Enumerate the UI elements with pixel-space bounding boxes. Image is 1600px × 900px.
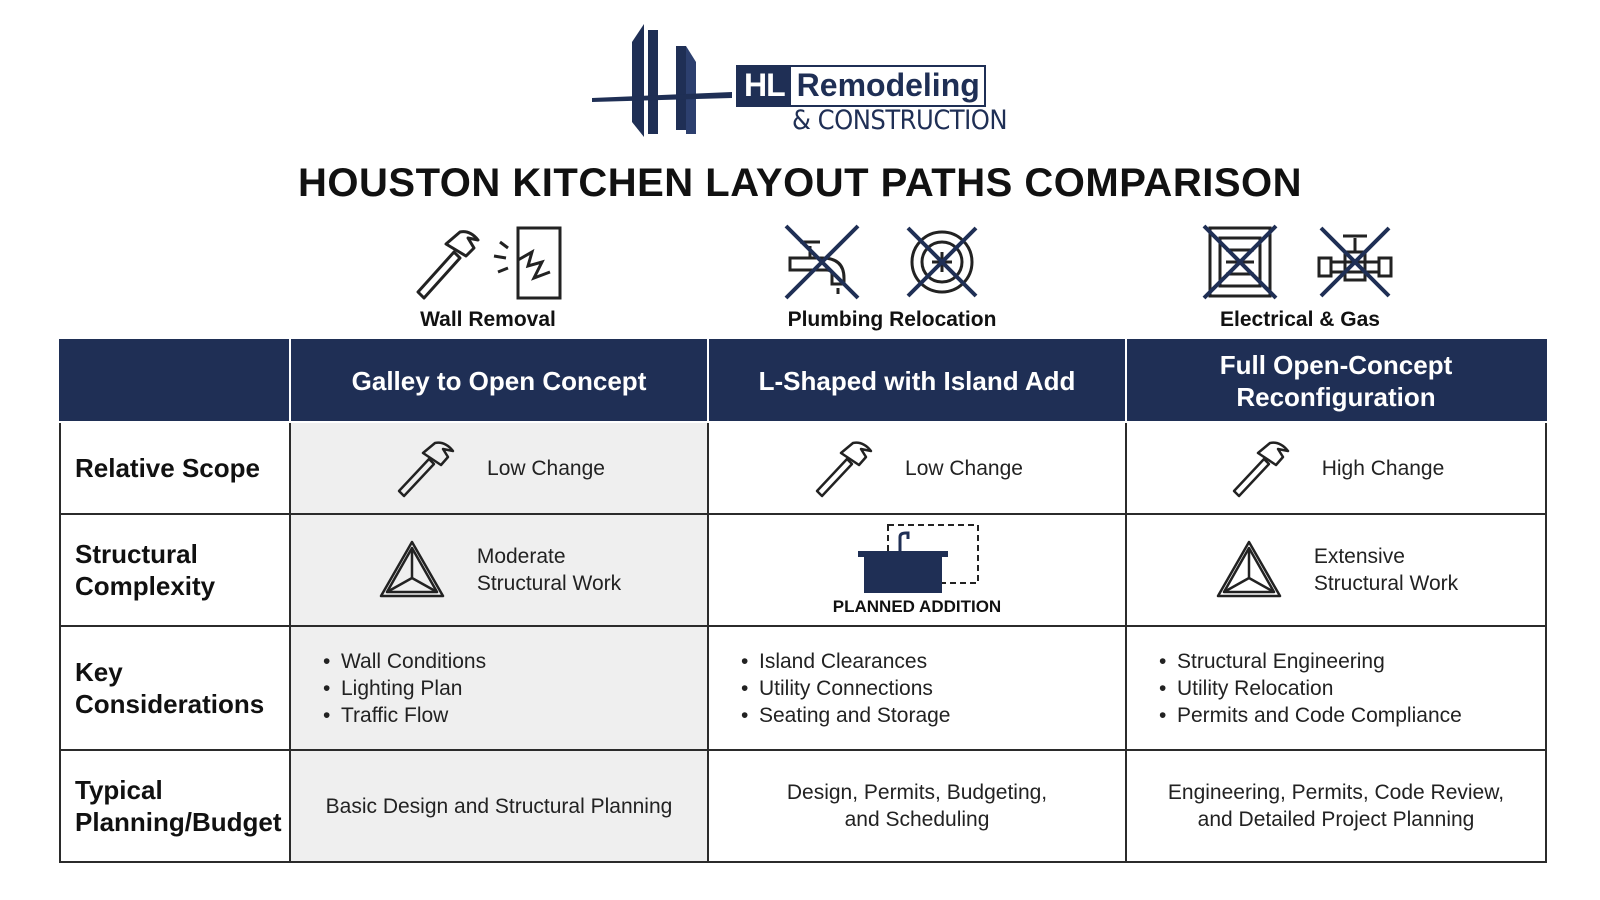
header-l-shaped: L-Shaped with Island Add [708, 340, 1126, 422]
row-label-line: Typical [75, 775, 163, 805]
structural-value: Structural Work [476, 572, 622, 595]
header-full-open-label: Full Open-Concept Reconfiguration [1219, 350, 1453, 412]
table-header-row [60, 340, 1546, 422]
hammer-icon [1228, 437, 1298, 499]
structural-cell-galley [290, 514, 708, 626]
structural-cell-l-shaped [708, 514, 1126, 626]
budget-cell-l-shaped [708, 750, 1126, 862]
budget-value: Basic Design and Structural Planning [325, 794, 673, 818]
row-label-line: Key [75, 657, 123, 687]
faucet-crossed-icon [782, 222, 862, 302]
list-item: • Traffic Flow [341, 702, 707, 729]
plumbing-relocation-group [742, 222, 1042, 332]
budget-cell-galley [290, 750, 708, 862]
logo-subtitle: & CONSTRUCTION [792, 105, 1008, 136]
row-label-scope: Relative Scope [60, 422, 290, 514]
row-label-considerations [60, 626, 290, 750]
hammer-icon [408, 222, 488, 302]
header-galley: Galley to Open Concept [290, 340, 708, 422]
list-item: • Permits and Code Compliance [1177, 702, 1545, 729]
scope-value: High Change [1321, 456, 1445, 480]
drain-crossed-icon [902, 222, 982, 302]
row-label-budget [60, 750, 290, 862]
electrical-panel-crossed-icon [1200, 222, 1280, 302]
budget-value: and Scheduling [844, 808, 990, 831]
pyramid-icon [1214, 538, 1284, 602]
list-item: • Utility Relocation [1177, 675, 1545, 702]
table-row [60, 422, 1546, 514]
table-row [60, 750, 1546, 862]
considerations-cell-full-open [1126, 626, 1546, 750]
comparison-table [59, 339, 1547, 863]
list-item: • Wall Conditions [341, 648, 707, 675]
list-item: • Seating and Storage [759, 702, 1125, 729]
list-item: • Lighting Plan [341, 675, 707, 702]
structural-value: Structural Work [1313, 572, 1459, 595]
logo-wordmark [736, 65, 986, 107]
list-item: • Island Clearances [759, 648, 1125, 675]
wall-removal-label: Wall Removal [420, 308, 556, 331]
island-sink-icon [852, 523, 982, 593]
budget-cell-full-open [1126, 750, 1546, 862]
electrical-gas-group [1150, 222, 1450, 332]
row-label-line: Complexity [75, 571, 216, 601]
page-title: HOUSTON KITCHEN LAYOUT PATHS COMPARISON [298, 161, 1302, 205]
header-full-open [1126, 340, 1546, 422]
plumbing-relocation-label: Plumbing Relocation [787, 308, 997, 331]
budget-value: Design, Permits, Budgeting, [786, 781, 1048, 804]
planned-addition-caption: PLANNED ADDITION [832, 597, 1002, 616]
row-label-line: Considerations [75, 689, 265, 719]
row-label-structural [60, 514, 290, 626]
hammer-icon [393, 437, 463, 499]
structural-value: Extensive [1313, 545, 1405, 568]
electrical-gas-label: Electrical & Gas [1220, 308, 1380, 331]
scope-value: Low Change [905, 456, 1023, 480]
table-row [60, 514, 1546, 626]
logo-hl: HL [738, 67, 791, 105]
row-label-line: Planning/Budget [75, 807, 282, 837]
scope-cell-full-open [1126, 422, 1546, 514]
scope-value: Low Change [487, 456, 605, 480]
considerations-cell-galley [290, 626, 708, 750]
header-corner [60, 340, 290, 422]
scope-cell-galley [290, 422, 708, 514]
broken-wall-icon [488, 222, 568, 302]
table-row [60, 626, 1546, 750]
logo-remodeling: Remodeling [796, 67, 980, 103]
gas-valve-crossed-icon [1315, 222, 1395, 302]
list-item: • Structural Engineering [1177, 648, 1545, 675]
wall-removal-group [338, 222, 638, 332]
row-label-line: Structural [75, 539, 198, 569]
hl-logo-mark-icon [592, 22, 732, 142]
brand-logo [592, 22, 1012, 142]
budget-value: Engineering, Permits, Code Review, [1167, 781, 1505, 804]
structural-cell-full-open [1126, 514, 1546, 626]
scope-cell-l-shaped [708, 422, 1126, 514]
budget-value: and Detailed Project Planning [1197, 808, 1475, 831]
list-item: • Utility Connections [759, 675, 1125, 702]
pyramid-icon [377, 538, 447, 602]
hammer-icon [811, 437, 881, 499]
considerations-cell-l-shaped [708, 626, 1126, 750]
structural-value: Moderate [476, 545, 566, 568]
